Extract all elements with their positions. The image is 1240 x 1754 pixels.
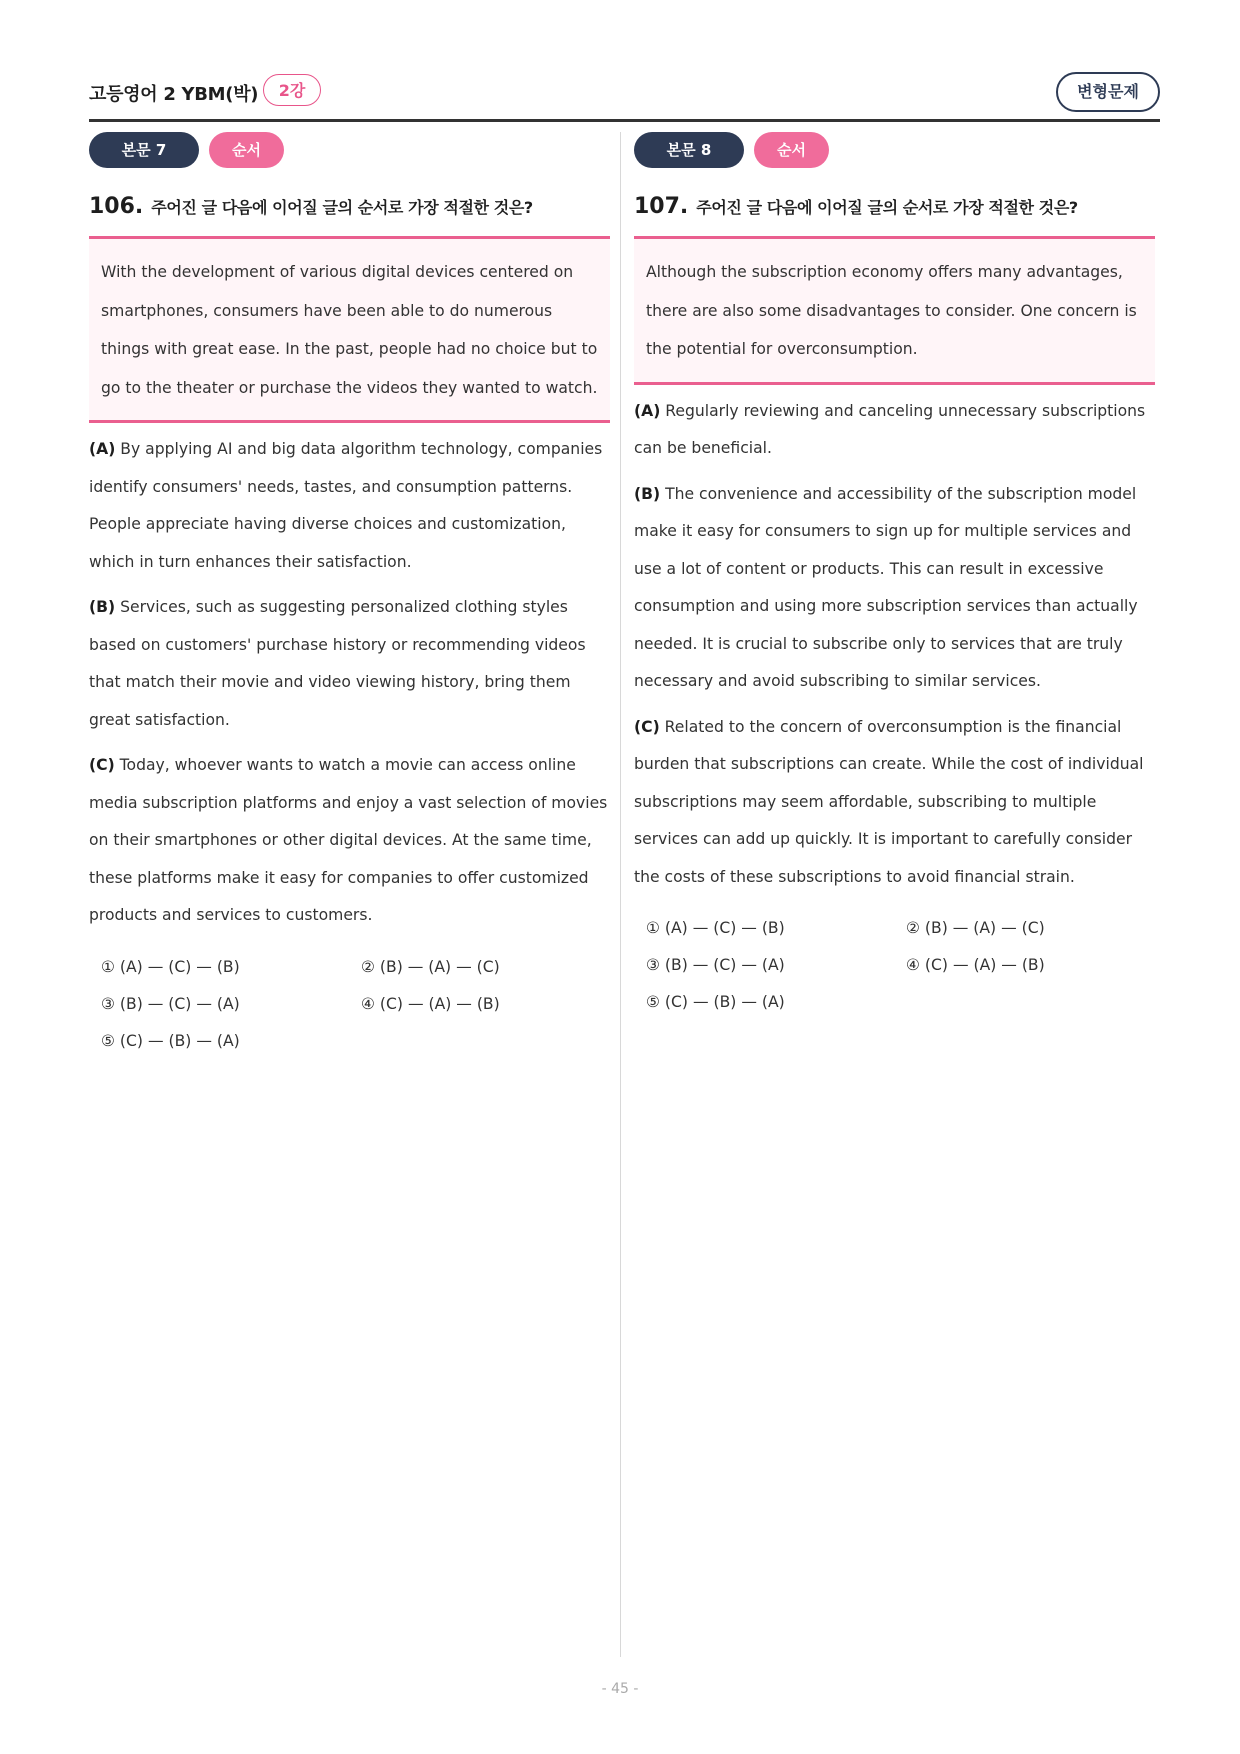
- question-number: 107.: [634, 194, 689, 219]
- section-tags: [89, 132, 610, 168]
- section-tag: 본문 7: [89, 132, 199, 168]
- question-prompt: 주어진 글 다음에 이어질 글의 순서로 가장 적절한 것은?: [696, 198, 1078, 217]
- paragraph-text: Services, such as suggesting personalized clothing styles based on customers' purchase history or recommending videos that match their movie and video viewing history, bring them great satisfaction.: [89, 598, 586, 729]
- question-107: [634, 132, 1155, 1021]
- paragraph-b: [634, 476, 1155, 701]
- given-passage: Although the subscription economy offers many advantages, there are also some disadvantages to consider. One concern is the potential for overconsumption.: [634, 236, 1155, 385]
- header-divider: [89, 119, 1160, 122]
- choice-3[interactable]: ③ (B) — (C) — (A): [646, 956, 785, 974]
- choice-5[interactable]: ⑤ (C) — (B) — (A): [646, 993, 785, 1011]
- paragraph-text: Regularly reviewing and canceling unnecessary subscriptions can be beneficial.: [634, 401, 1146, 457]
- paragraph-text: Related to the concern of overconsumption is the financial burden that subscriptions can create. While the cost of individual subscriptions may seem affordable, subscribing to multiple services can add up quickly. It is important to carefully consider the costs of these subscriptions to avoid financial strain.: [634, 717, 1144, 886]
- question-title: [634, 194, 1155, 222]
- page-header: [89, 72, 1160, 118]
- question-title: [89, 194, 610, 222]
- paragraph-text: The convenience and accessibility of the subscription model make it easy for consumers to sign up for multiple services and use a lot of content or products. This can result in excessive consumption and using more subscription services than actually needed. It is crucial to subscribe only to services that are truly necessary and avoid subscribing to similar services.: [634, 484, 1138, 690]
- answer-choices: [634, 910, 1155, 1021]
- paragraph-a: [634, 393, 1155, 468]
- lesson-badge: 2강: [263, 74, 321, 106]
- choice-4[interactable]: ④ (C) — (A) — (B): [361, 994, 500, 1013]
- section-tag: 본문 8: [634, 132, 744, 168]
- choice-2[interactable]: ② (B) — (A) — (C): [906, 919, 1045, 937]
- paragraph-label: (B): [89, 598, 116, 616]
- choice-2[interactable]: ② (B) — (A) — (C): [361, 957, 500, 976]
- paragraph-c: [89, 747, 610, 935]
- question-type-badge: 변형문제: [1056, 72, 1160, 112]
- column-divider: [620, 132, 621, 1657]
- type-tag: 순서: [754, 132, 829, 168]
- choice-4[interactable]: ④ (C) — (A) — (B): [906, 956, 1045, 974]
- question-106: [89, 132, 610, 1060]
- choice-5[interactable]: ⑤ (C) — (B) — (A): [101, 1031, 240, 1050]
- paragraph-a: [89, 431, 610, 581]
- page-number: - 45 -: [601, 1681, 639, 1697]
- type-tag: 순서: [209, 132, 284, 168]
- section-tags: [634, 132, 1155, 168]
- paragraph-c: [634, 709, 1155, 897]
- paragraph-label: (C): [634, 717, 660, 736]
- choice-3[interactable]: ③ (B) — (C) — (A): [101, 994, 240, 1013]
- paragraph-label: (C): [89, 756, 115, 774]
- paragraph-text: By applying AI and big data algorithm technology, companies identify consumers' needs, tastes, and consumption patterns. People appreciate having diverse choices and customization, which in turn enhances their satisfaction.: [89, 440, 603, 571]
- paragraph-label: (B): [634, 484, 661, 503]
- question-number: 106.: [89, 194, 144, 219]
- paragraph-b: [89, 589, 610, 739]
- question-prompt: 주어진 글 다음에 이어질 글의 순서로 가장 적절한 것은?: [151, 198, 533, 217]
- paragraph-text: Today, whoever wants to watch a movie can access online media subscription platforms and enjoy a vast selection of movies on their smartphones or other digital devices. At the same time, these platforms make it easy for companies to offer customized products and services to customers.: [89, 756, 608, 924]
- paragraph-label: (A): [89, 440, 116, 458]
- answer-choices: [89, 949, 610, 1060]
- book-title: 고등영어 2 YBM(박): [89, 84, 259, 105]
- given-passage: With the development of various digital devices centered on smartphones, consumers have been able to do numerous things with great ease. In the past, people had no choice but to go to the theater or purchase the videos they wanted to watch.: [89, 236, 610, 423]
- choice-1[interactable]: ① (A) — (C) — (B): [101, 957, 240, 976]
- paragraph-label: (A): [634, 401, 661, 420]
- choice-1[interactable]: ① (A) — (C) — (B): [646, 919, 785, 937]
